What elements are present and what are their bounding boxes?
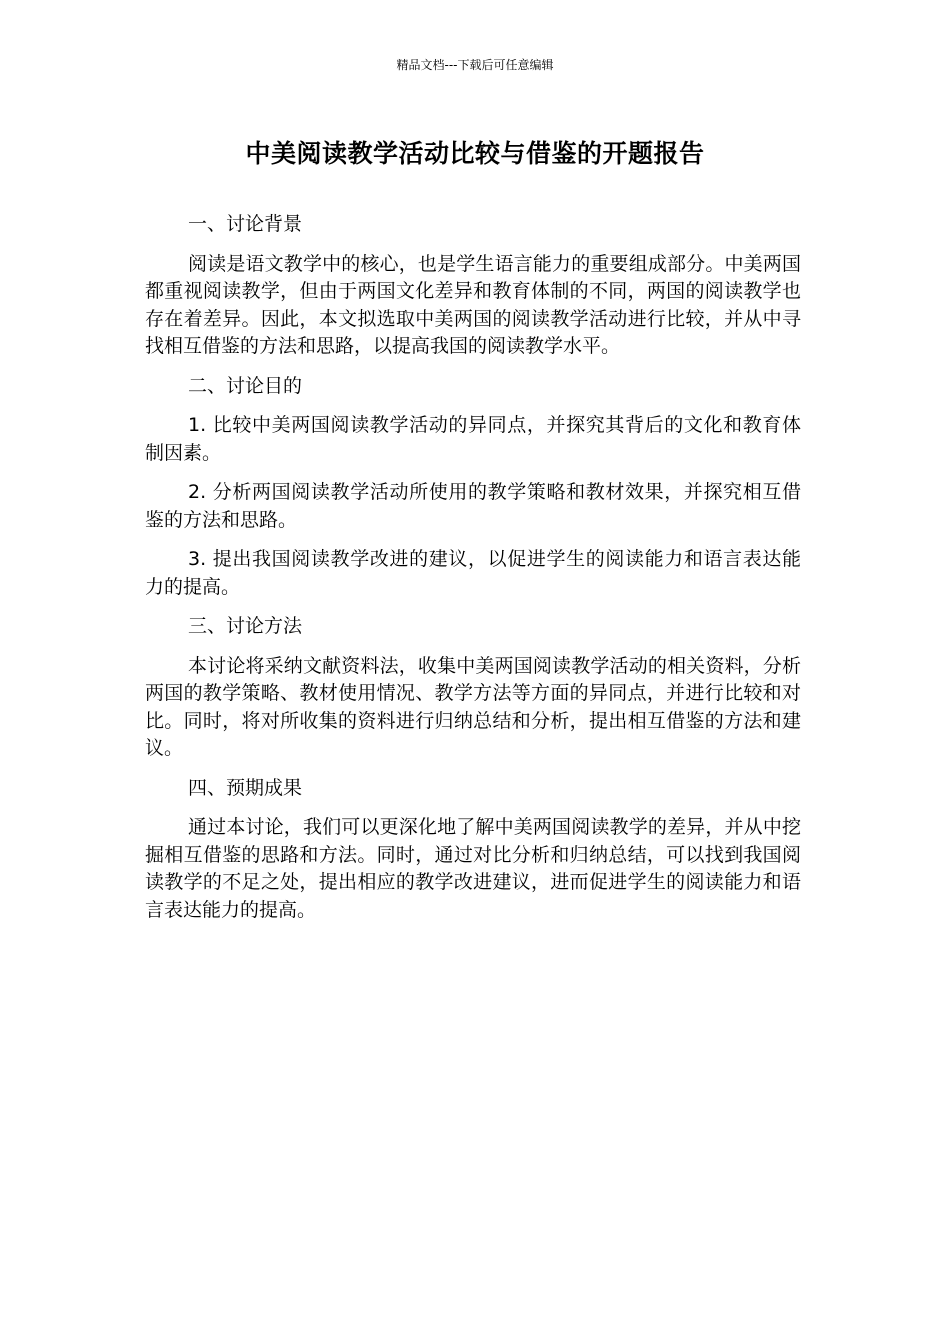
header-note: 精品文档---下载后可任意编辑 [396, 58, 554, 72]
background-paragraph: 阅读是语文教学中的核心，也是学生语言能力的重要组成部分。中美两国都重视阅读教学，但由于两国文化差异和教育体制的不同，两国的阅读教学也存在着差异。因此，本文拟选取中美两国的阅读教学活动进行比较，并从中寻找相互借鉴的方法和思路，以提高我国的阅读教学水平。 [145, 252, 801, 357]
document-title: 中美阅读教学活动比较与借鉴的开题报告 [245, 139, 705, 168]
section-heading-purpose: 二、讨论目的 [188, 374, 303, 397]
purpose-item-3: 3. 提出我国阅读教学改进的建议，以促进学生的阅读能力和语言表达能力的提高。 [145, 548, 801, 598]
outcomes-paragraph: 通过本讨论，我们可以更深化地了解中美两国阅读教学的差异，并从中挖掘相互借鉴的思路和方法。同时，通过对比分析和归纳总结，可以找到我国阅读教学的不足之处，提出相应的教学改进建议，进而促进学生的阅读能力和语言表达能力的提高。 [145, 816, 801, 921]
method-paragraph: 本讨论将采纳文献资料法，收集中美两国阅读教学活动的相关资料，分析两国的教学策略、教材使用情况、教学方法等方面的异同点，并进行比较和对比。同时，将对所收集的资料进行归纳总结和分析，提出相互借鉴的方法和建议。 [145, 654, 801, 759]
section-heading-background: 一、讨论背景 [188, 213, 303, 235]
section-heading-outcomes: 四、预期成果 [188, 776, 303, 799]
section-heading-method: 三、讨论方法 [188, 615, 303, 637]
purpose-item-1: 1. 比较中美两国阅读教学活动的异同点，并探究其背后的文化和教育体制因素。 [145, 414, 801, 464]
document-body [145, 211, 801, 936]
purpose-item-2: 2. 分析两国阅读教学活动所使用的教学策略和教材效果，并探究相互借鉴的方法和思路。 [145, 481, 801, 531]
